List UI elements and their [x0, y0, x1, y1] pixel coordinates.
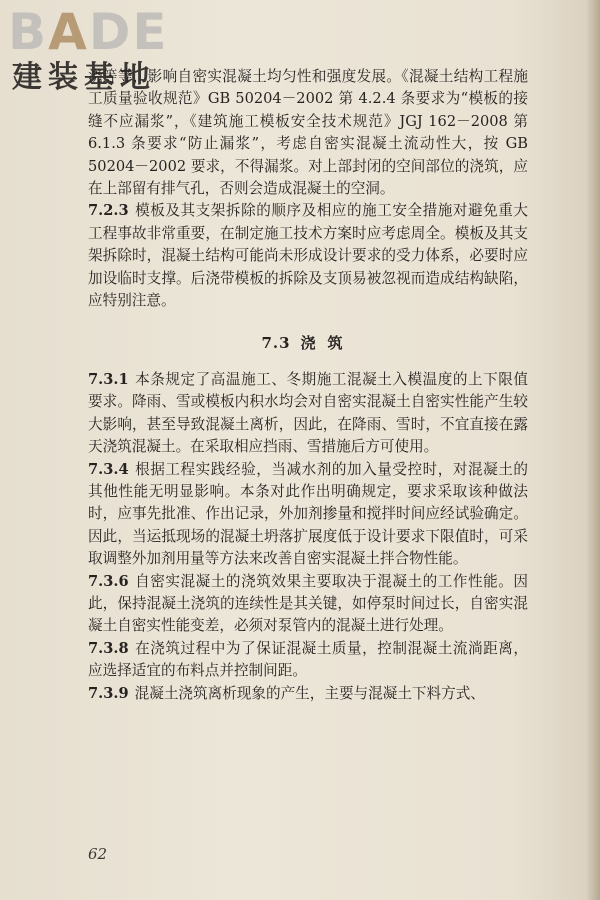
page-spine-shadow [586, 0, 600, 900]
clause-number: 7.3.4 [88, 460, 129, 478]
clause-number: 7.3.6 [88, 572, 129, 590]
clause-7-3-9 [88, 683, 528, 705]
clause-7-3-4 [88, 459, 528, 571]
clause-text: 本条规定了高温施工、冬期施工混凝土入模温度的上下限值要求。降雨、雪或模板内积水均会对自密实混凝土自密实性能产生较大影响，甚至导致混凝土离析，因此，在降雨、雪时，不宜直接在露天浇筑混凝土。在采取相应挡雨、雪措施后方可使用。 [88, 370, 528, 456]
logo-letter-b: B [8, 3, 49, 61]
clause-7-3-6 [88, 571, 528, 638]
clause-number: 7.2.3 [88, 202, 129, 220]
clause-text: 根据工程实践经验，当减水剂的加入量受控时，对混凝土的其他性能无明显影响。本条对此作出明确规定，要求采取该种做法时，应事先批准、作出记录，外加剂掺量和搅拌时间应经试验确定。因此，当运抵现场的混凝土坍落扩展度低于设计要求下限值时，可采取调整外加剂用量等方法来改善自密实混凝土拌合物性能。 [88, 460, 528, 568]
top-paragraph: 浇等等，影响自密实混凝土均匀性和强度发展。《混凝土结构工程施工质量验收规范》GB 50204－2002 第 4.2.4 条要求为“模板的接缝不应漏浆”，《建筑施工模板安全技术规范》JGJ 162－2008 第 6.1.3 条要求“防止漏浆”，考虑自密实混凝土流动性大，按 GB 50204－2002 要求，不得漏浆。对上部封闭的空间部位的浇筑，应在上部留有排气孔，否则会造成混凝土的空洞。 [88, 68, 528, 198]
clause-text: 在浇筑过程中为了保证混凝土质量，控制混凝土流淌距离，应选择适宜的布料点并控制间距。 [88, 639, 528, 680]
section-title: 浇筑 [300, 334, 355, 353]
logo-letters-de: DE [88, 3, 169, 61]
body-text [88, 66, 528, 705]
logo-letter-a: A [48, 3, 89, 61]
clause-number: 7.3.9 [88, 684, 129, 702]
section-heading [88, 332, 528, 354]
clause-number: 7.3.8 [88, 639, 129, 657]
clause-text: 混凝土浇筑离析现象的产生，主要与混凝土下料方式、 [134, 684, 485, 702]
clause-7-3-8 [88, 638, 528, 683]
clause-number: 7.3.1 [88, 370, 129, 388]
clause-text: 自密实混凝土的浇筑效果主要取决于混凝土的工作性能。因此，保持混凝土浇筑的连续性是其关键，如停泵时间过长，自密实混凝土自密实性能变差，必须对泵管内的混凝土进行处理。 [88, 572, 528, 635]
section-number: 7.3 [261, 334, 291, 353]
clause-7-2-3 [88, 200, 528, 312]
logo-subtitle: 建装基地 [12, 60, 156, 95]
clause-text: 模板及其支架拆除的顺序及相应的施工安全措施对避免重大工程事故非常重要，在制定施工技术方案时应考虑周全。模板及其支架拆除时，混凝土结构可能尚未形成设计要求的受力体系，必要时应加设临时支撑。后浇带模板的拆除及支顶易被忽视而造成结构缺陷，应特别注意。 [88, 202, 528, 310]
page-number: 62 [88, 845, 108, 863]
logo-wordmark [8, 4, 169, 60]
clause-7-3-1 [88, 369, 528, 459]
